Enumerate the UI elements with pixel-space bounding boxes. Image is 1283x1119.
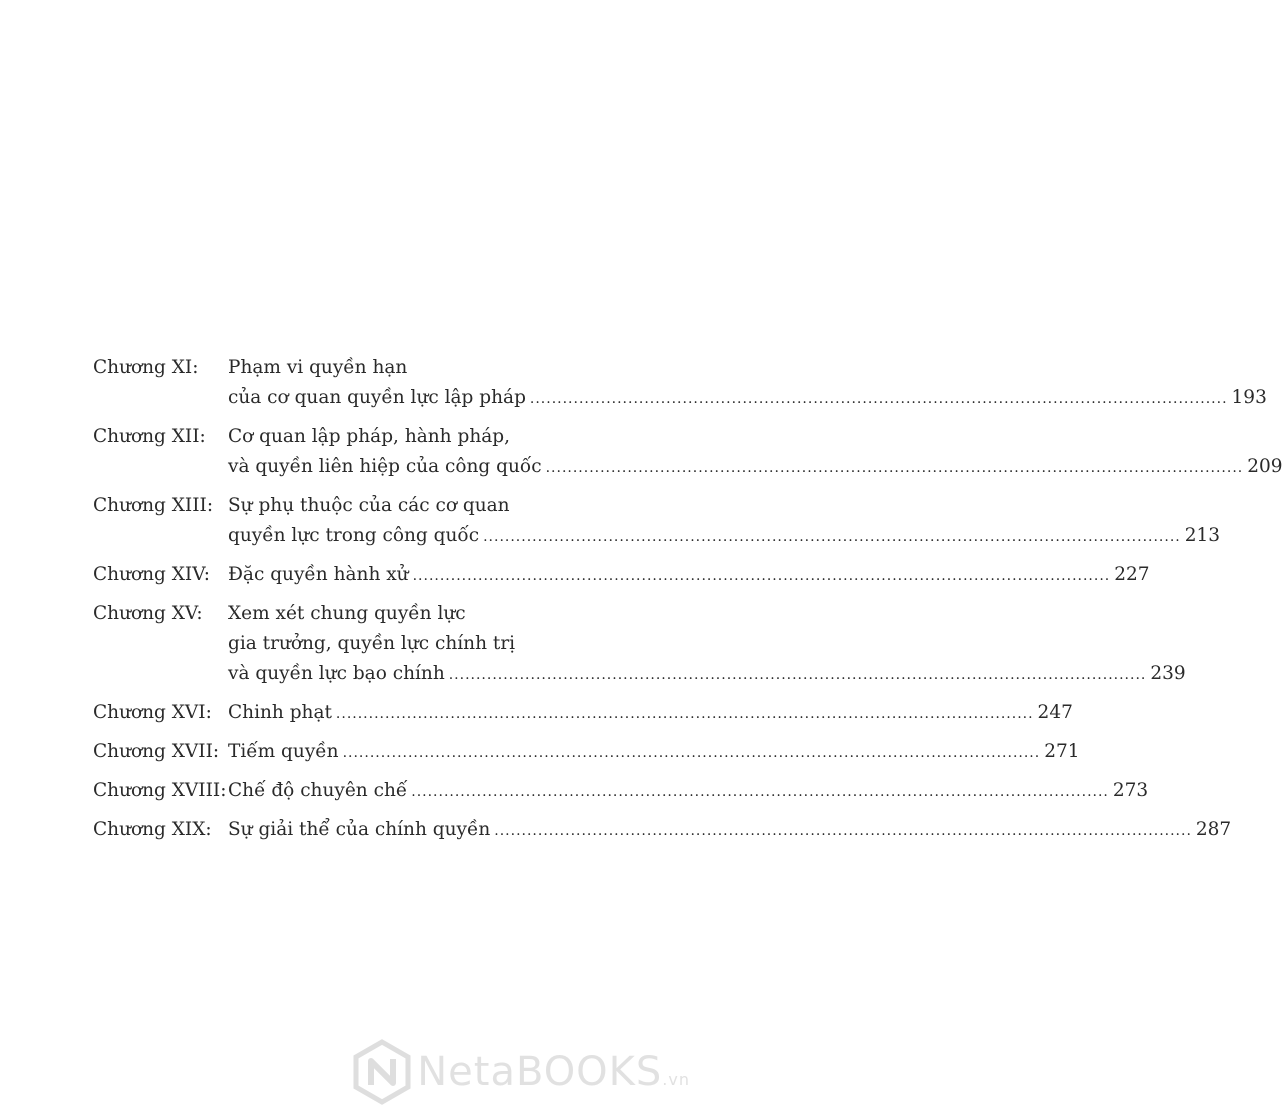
netabooks-logo-icon xyxy=(353,1039,411,1105)
page-number: 193 xyxy=(1231,387,1267,408)
entry-title-line: gia trưởng, quyền lực chính trị xyxy=(228,633,516,654)
entry-title-line: của cơ quan quyền lực lập pháp xyxy=(228,387,526,408)
chapter-label: Chương XII: xyxy=(93,426,206,447)
dot-leader xyxy=(411,777,1109,807)
entry-title-line: Tiếm quyền xyxy=(228,741,339,762)
page-number: 209 xyxy=(1247,456,1283,477)
page-number: 213 xyxy=(1184,525,1221,546)
page-number: 271 xyxy=(1044,741,1080,762)
dot-leader xyxy=(483,522,1181,552)
dot-leader xyxy=(343,738,1041,768)
chapter-label: Chương XV: xyxy=(93,603,203,624)
entry-title-line: Xem xét chung quyền lực xyxy=(228,603,466,624)
entry-title-line: và quyền lực bạo chính xyxy=(228,663,445,684)
page-number: 247 xyxy=(1037,702,1073,723)
toc-entry xyxy=(93,776,1149,807)
chapter-label: Chương XVIII: xyxy=(93,780,227,801)
entry-title-line: và quyền liên hiệp của công quốc xyxy=(228,456,542,477)
dot-leader xyxy=(449,660,1147,690)
page-number: 287 xyxy=(1195,819,1232,840)
entry-title-line: Chinh phạt xyxy=(228,702,332,723)
entry-title-line: Chế độ chuyên chế xyxy=(228,780,408,801)
entry-title-line: quyền lực trong công quốc xyxy=(228,525,480,546)
page-number: 239 xyxy=(1150,663,1186,684)
toc-entry xyxy=(93,815,1232,846)
entry-title-line: Cơ quan lập pháp, hành pháp, xyxy=(228,426,510,447)
table-of-contents xyxy=(93,353,1283,854)
toc-entry xyxy=(93,353,1267,414)
chapter-label: Chương XIII: xyxy=(93,495,214,516)
dot-leader xyxy=(546,453,1244,483)
entry-title-line: Đặc quyền hành xử xyxy=(228,564,409,585)
page-number: 227 xyxy=(1114,564,1150,585)
chapter-label: Chương XI: xyxy=(93,357,199,378)
chapter-label: Chương XVII: xyxy=(93,741,220,762)
page-number: 273 xyxy=(1112,780,1149,801)
entry-title-line: Sự giải thể của chính quyền xyxy=(228,819,491,840)
entry-title-line: Phạm vi quyền hạn xyxy=(228,357,408,378)
toc-entry xyxy=(93,599,1186,690)
dot-leader xyxy=(413,561,1111,591)
toc-entry xyxy=(93,491,1221,552)
dot-leader xyxy=(336,699,1034,729)
toc-entry xyxy=(93,422,1283,483)
watermark xyxy=(353,1039,690,1105)
dot-leader xyxy=(530,384,1228,414)
toc-entry xyxy=(93,737,1080,768)
watermark-brand: NetaBOOKS.vn xyxy=(417,1049,690,1095)
entry-title-line: Sự phụ thuộc của các cơ quan xyxy=(228,495,510,516)
chapter-label: Chương XVI: xyxy=(93,702,212,723)
chapter-label: Chương XIV: xyxy=(93,564,210,585)
chapter-label: Chương XIX: xyxy=(93,819,212,840)
dot-leader xyxy=(494,816,1192,846)
toc-entry xyxy=(93,698,1073,729)
toc-entry xyxy=(93,560,1150,591)
